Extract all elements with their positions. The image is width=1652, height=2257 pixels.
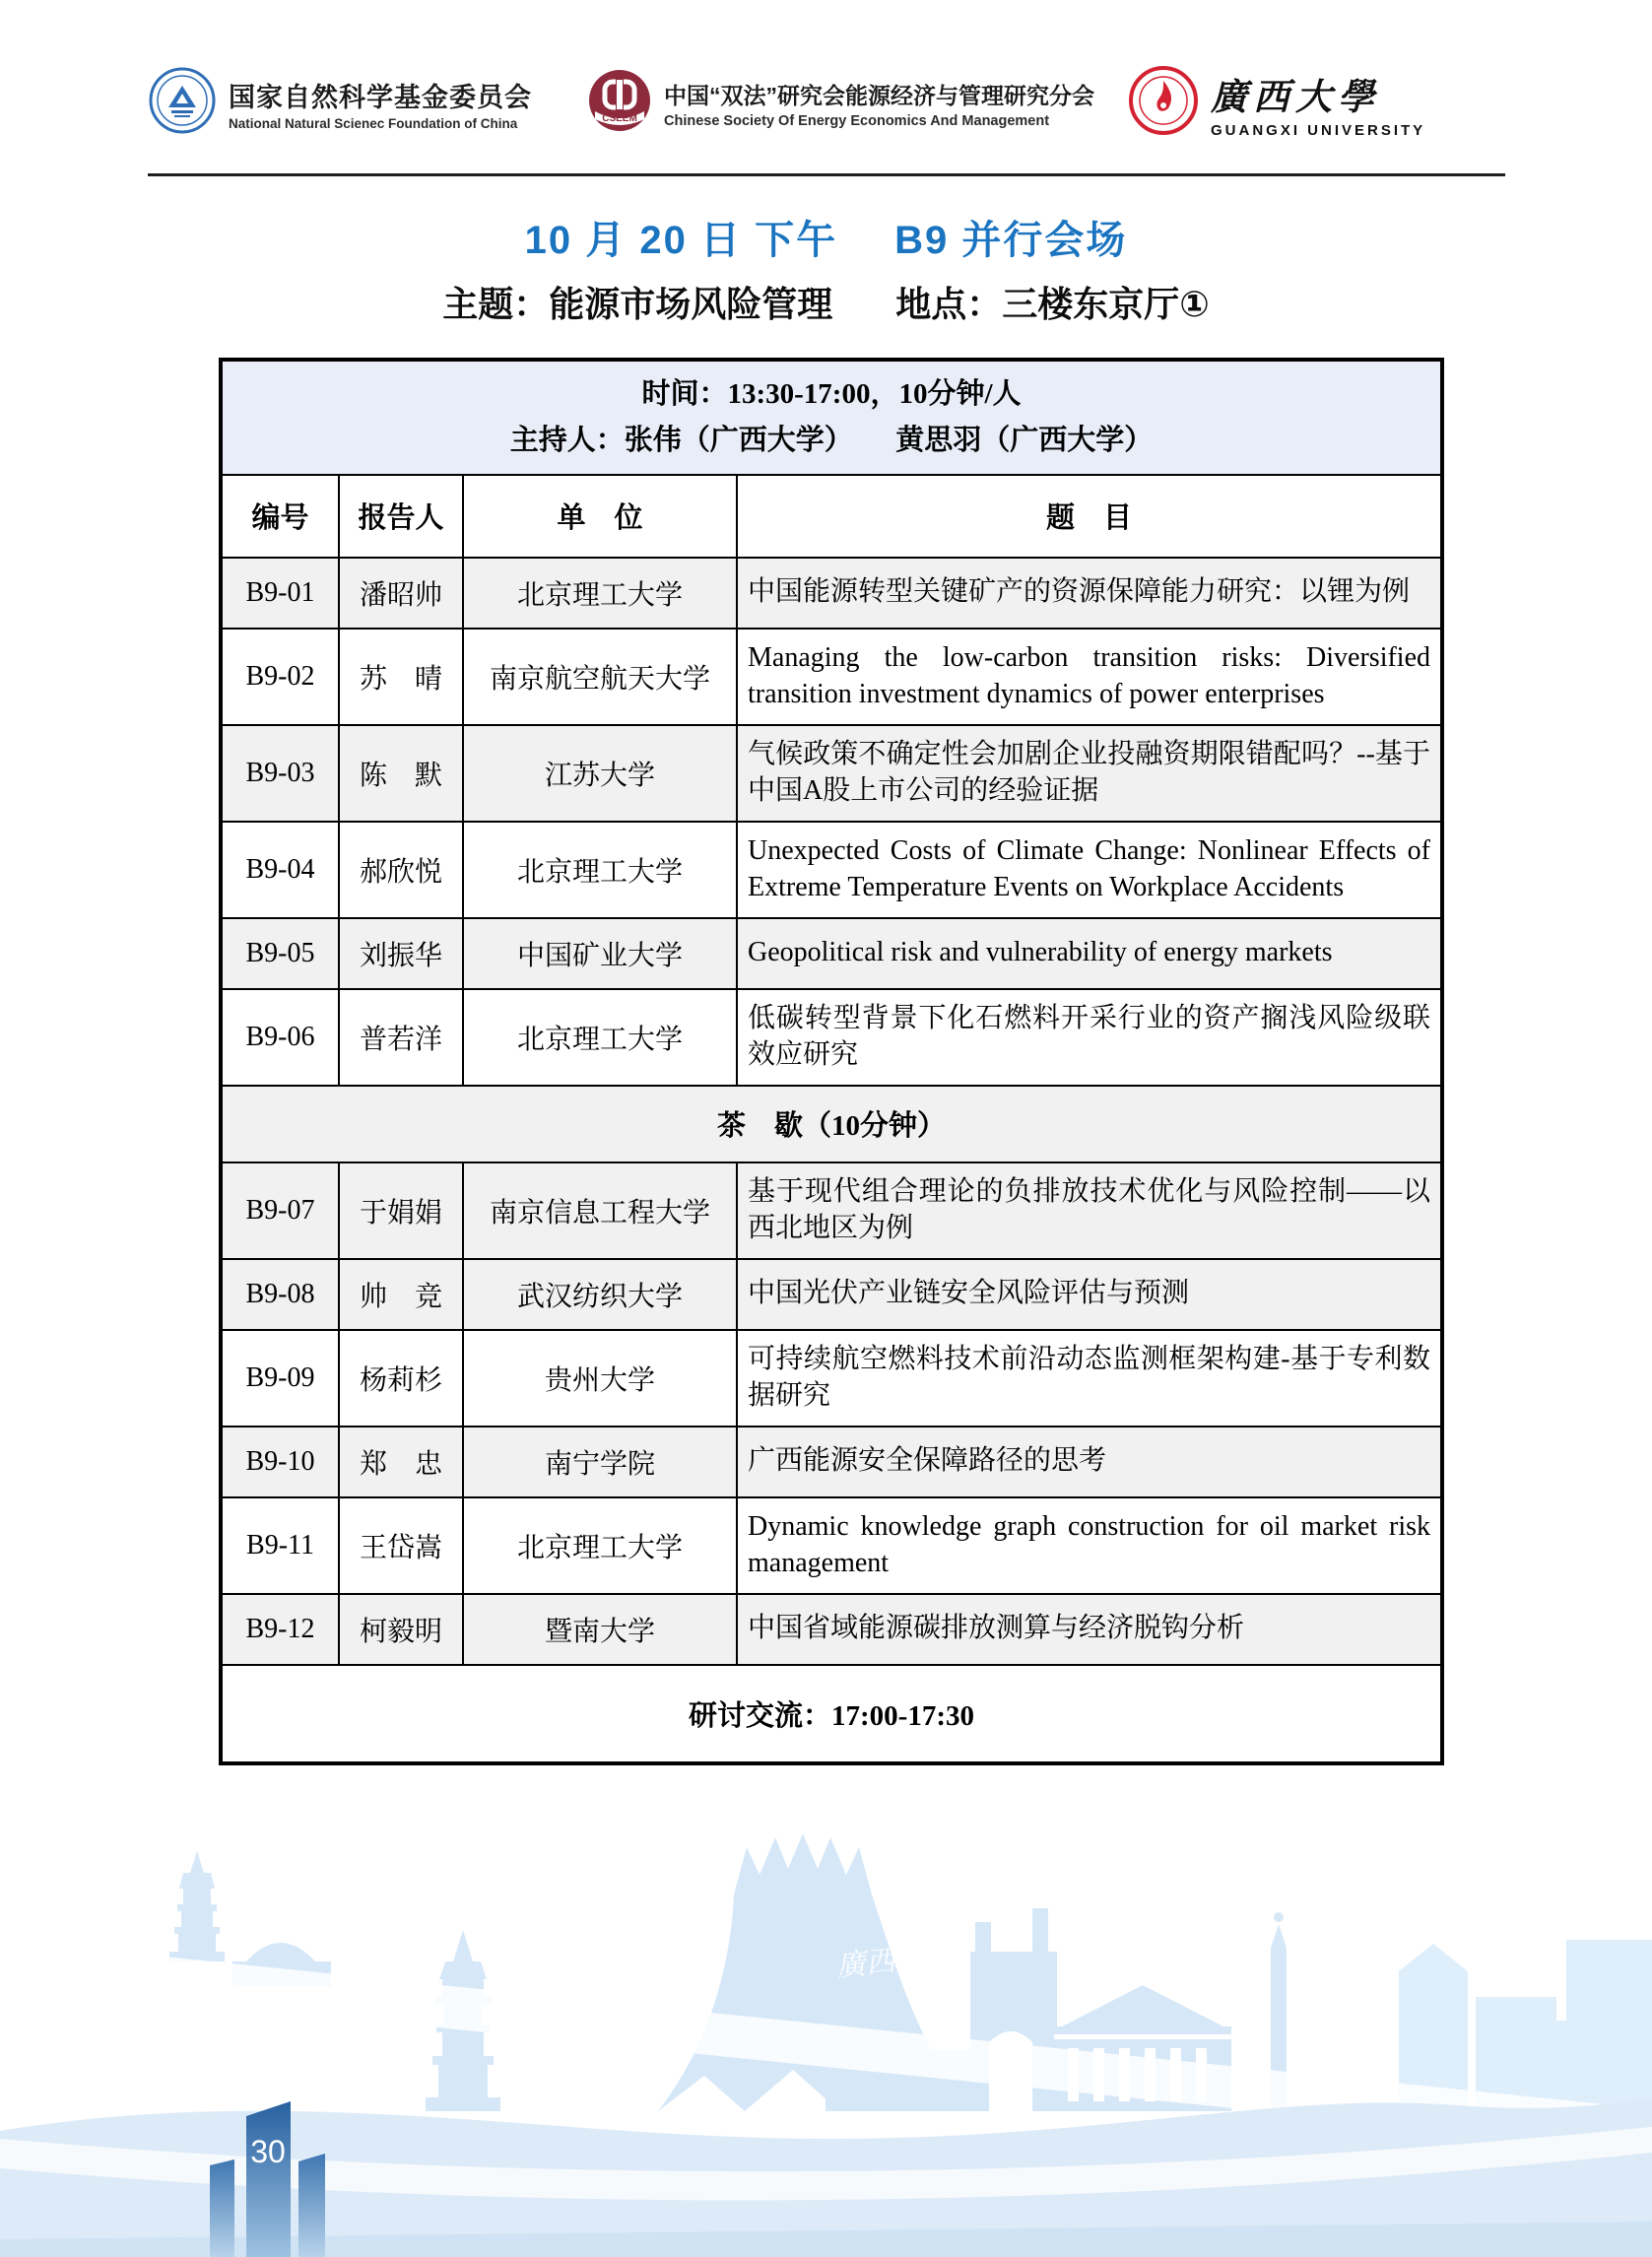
paper-title: Dynamic knowledge graph construction for oil market risk management <box>737 1497 1442 1594</box>
svg-text:CSEEM: CSEEM <box>602 113 637 124</box>
table-row <box>221 558 1442 629</box>
speaker-name: 于娟娟 <box>339 1162 463 1259</box>
skyline-far-right <box>1399 1940 1652 2111</box>
gxu-logo-icon <box>1128 65 1199 141</box>
session-info-row <box>221 360 1442 475</box>
gxu-name-en: GUANGXI UNIVERSITY <box>1211 122 1426 139</box>
header-divider <box>148 173 1505 176</box>
paper-id: B9-04 <box>221 822 339 918</box>
nsfc-name-en: National Natural Scienec Foundation of China <box>229 115 518 131</box>
speaker-name: 潘昭帅 <box>339 558 463 629</box>
footer-skyline <box>0 1814 1652 2257</box>
table-row <box>221 1594 1442 1665</box>
paper-title: 中国光伏产业链安全风险评估与预测 <box>737 1259 1442 1330</box>
paper-id: B9-01 <box>221 558 339 629</box>
paper-title: Managing the low-carbon transition risks: Diversified transition investment dynamics of power enterprises <box>737 629 1442 725</box>
paper-title: 基于现代组合理论的负排放技术优化与风险控制——以西北地区为例 <box>737 1162 1442 1259</box>
paper-id: B9-02 <box>221 629 339 725</box>
nsfc-logo-icon <box>148 66 217 140</box>
column-header-row <box>221 475 1442 558</box>
paper-title: Unexpected Costs of Climate Change: Nonlinear Effects of Extreme Temperature Events on Workplace Accidents <box>737 822 1442 918</box>
session-time: 时间：13:30-17:00，10分钟/人 <box>641 378 1022 410</box>
affiliation: 中国矿业大学 <box>463 918 737 989</box>
tea-break-label: 茶 歇（10分钟） <box>221 1086 1442 1162</box>
table-row <box>221 725 1442 822</box>
speaker-name: 郝欣悦 <box>339 822 463 918</box>
paper-id: B9-09 <box>221 1330 339 1427</box>
paper-title: 气候政策不确定性会加剧企业投融资期限错配吗？--基于中国A股上市公司的经验证据 <box>737 725 1442 822</box>
session-chairs: 主持人：张伟（广西大学） 黄思羽（广西大学） <box>509 424 1154 456</box>
nsfc-name-zh: 国家自然科学基金委员会 <box>229 82 532 112</box>
session-subtitle <box>0 277 1652 327</box>
gxu-name-zh: 廣西大學 <box>1211 78 1380 118</box>
speaker-name: 普若洋 <box>339 989 463 1086</box>
page-number: 30 <box>250 2134 286 2169</box>
paper-id: B9-12 <box>221 1594 339 1665</box>
affiliation: 江苏大学 <box>463 725 737 822</box>
paper-id: B9-11 <box>221 1497 339 1594</box>
table-row <box>221 918 1442 989</box>
tea-break-row <box>221 1086 1442 1162</box>
speaker-name: 王岱嵩 <box>339 1497 463 1594</box>
table-row <box>221 1259 1442 1330</box>
session-theme: 主题：能源市场风险管理 <box>442 284 833 324</box>
watermark-text: 廣西大學 <box>834 1938 957 1983</box>
paper-title: Geopolitical risk and vulnerability of energy markets <box>737 918 1442 989</box>
session-date: 10 月 20 日 下午 <box>524 219 838 262</box>
table-row <box>221 1330 1442 1427</box>
paper-title: 中国能源转型关键矿产的资源保障能力研究：以锂为例 <box>737 558 1442 629</box>
affiliation: 北京理工大学 <box>463 822 737 918</box>
paper-id: B9-08 <box>221 1259 339 1330</box>
cseem-name-zh: 中国“双法”研究会能源经济与管理研究分会 <box>664 82 1094 108</box>
paper-title: 低碳转型背景下化石燃料开采行业的资产搁浅风险级联效应研究 <box>737 989 1442 1086</box>
session-venue: B9 并行会场 <box>894 219 1128 262</box>
affiliation: 南宁学院 <box>463 1427 737 1497</box>
paper-id: B9-03 <box>221 725 339 822</box>
col-header-speaker: 报告人 <box>339 475 463 558</box>
affiliation: 贵州大学 <box>463 1330 737 1427</box>
cseem-logo <box>587 68 1094 138</box>
affiliation: 暨南大学 <box>463 1594 737 1665</box>
affiliation: 北京理工大学 <box>463 558 737 629</box>
affiliation: 北京理工大学 <box>463 989 737 1086</box>
paper-title: 可持续航空燃料技术前沿动态监测框架构建-基于专利数据研究 <box>737 1330 1442 1427</box>
program-table <box>219 358 1444 1765</box>
table-row <box>221 1497 1442 1594</box>
cseem-logo-icon <box>587 68 652 138</box>
speaker-name: 苏 晴 <box>339 629 463 725</box>
table-row <box>221 629 1442 725</box>
speaker-name: 陈 默 <box>339 725 463 822</box>
col-header-id: 编号 <box>221 475 339 558</box>
col-header-affiliation: 单 位 <box>463 475 737 558</box>
paper-id: B9-07 <box>221 1162 339 1259</box>
speaker-name: 柯毅明 <box>339 1594 463 1665</box>
header-logos <box>148 65 1507 141</box>
affiliation: 南京航空航天大学 <box>463 629 737 725</box>
paper-id: B9-10 <box>221 1427 339 1497</box>
table-row <box>221 989 1442 1086</box>
speaker-name: 帅 竞 <box>339 1259 463 1330</box>
cseem-name-en: Chinese Society Of Energy Economics And Management <box>664 112 1050 129</box>
affiliation: 北京理工大学 <box>463 1497 737 1594</box>
session-location: 地点：三楼东京厅① <box>895 284 1210 324</box>
speaker-name: 郑 忠 <box>339 1427 463 1497</box>
discussion-row <box>221 1665 1442 1763</box>
table-row <box>221 822 1442 918</box>
col-header-title: 题 目 <box>737 475 1442 558</box>
table-row <box>221 1427 1442 1497</box>
paper-title: 中国省域能源碳排放测算与经济脱钩分析 <box>737 1594 1442 1665</box>
speaker-name: 杨莉杉 <box>339 1330 463 1427</box>
paper-title: 广西能源安全保障路径的思考 <box>737 1427 1442 1497</box>
gxu-logo <box>1128 65 1425 141</box>
paper-id: B9-05 <box>221 918 339 989</box>
nsfc-logo <box>148 66 532 140</box>
session-title <box>0 209 1652 265</box>
table-row <box>221 1162 1442 1259</box>
affiliation: 南京信息工程大学 <box>463 1162 737 1259</box>
discussion-label: 研讨交流：17:00-17:30 <box>221 1665 1442 1763</box>
paper-id: B9-06 <box>221 989 339 1086</box>
speaker-name: 刘振华 <box>339 918 463 989</box>
affiliation: 武汉纺织大学 <box>463 1259 737 1330</box>
